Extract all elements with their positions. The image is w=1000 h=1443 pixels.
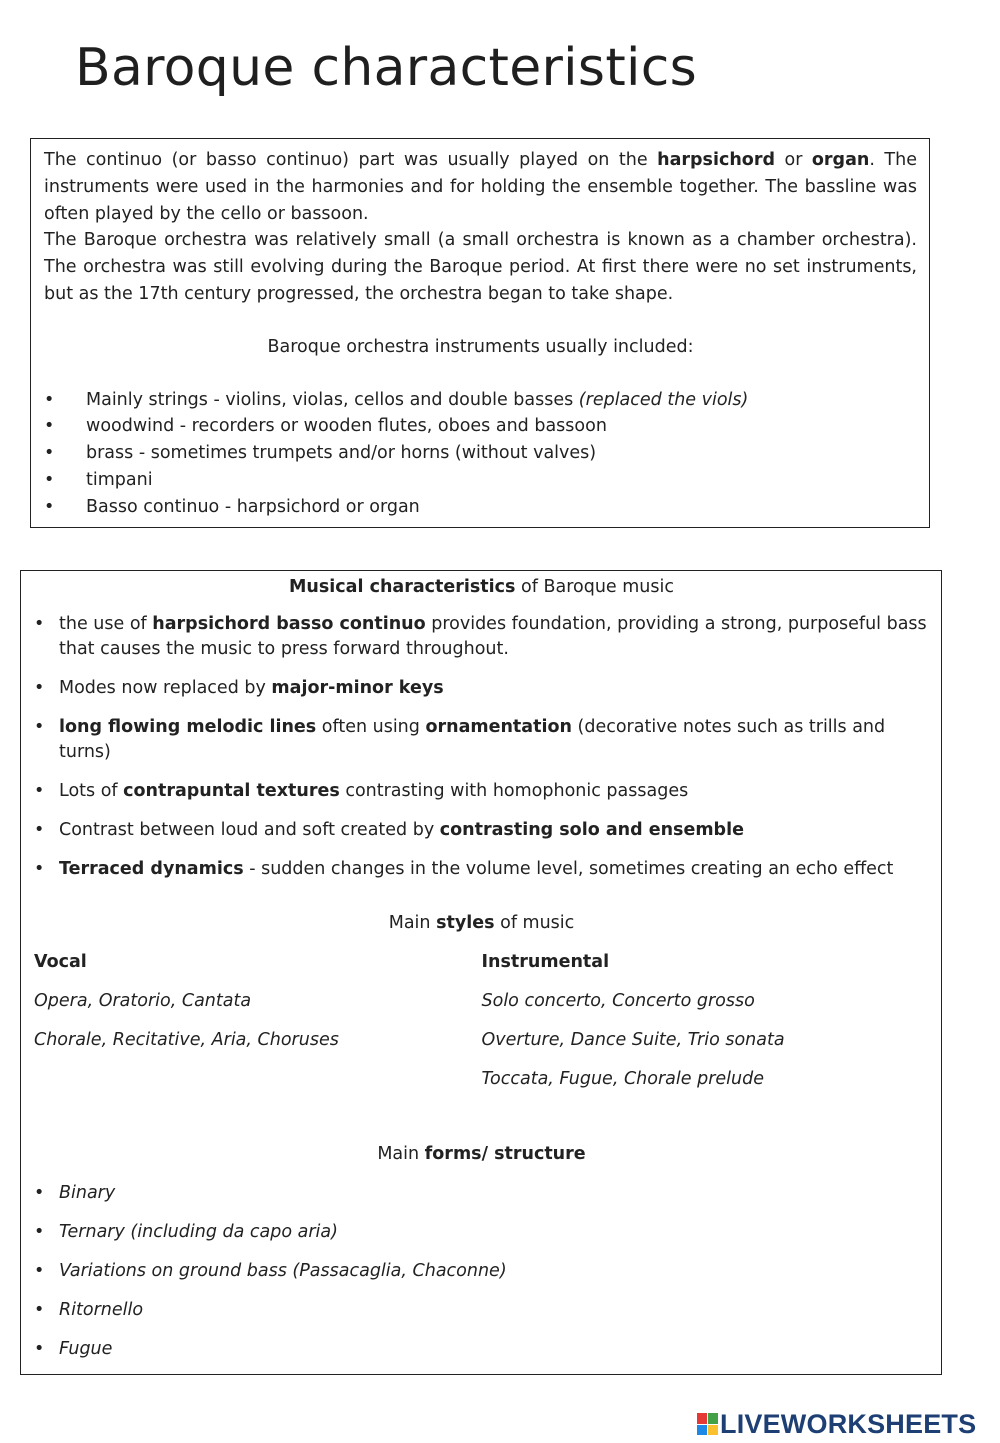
bullet: • xyxy=(34,1183,45,1203)
list-item xyxy=(34,779,929,804)
list-item xyxy=(44,413,917,440)
list-item xyxy=(34,1259,929,1284)
text-run: Main xyxy=(377,1144,425,1164)
bold-term: forms/ structure xyxy=(424,1144,586,1164)
bold-harpsichord: harpsichord xyxy=(657,150,775,170)
list-item xyxy=(34,1298,929,1323)
logo-square xyxy=(708,1413,718,1424)
list-item xyxy=(44,467,917,494)
instrumental-item: Toccata, Fugue, Chorale prelude xyxy=(481,1069,764,1089)
text-run: provides foundation, providing a strong, purposeful bass that causes the music to press forward throughout. xyxy=(59,614,927,659)
characteristics-heading xyxy=(34,575,929,600)
bold-term: contrapuntal textures xyxy=(123,781,340,801)
text-run: . The instruments were used in the harmonies and for holding the ensemble together. The bassline was often played by the cello or bassoon. xyxy=(44,150,917,224)
styles-columns xyxy=(34,950,929,1106)
instruments-heading: Baroque orchestra instruments usually included: xyxy=(267,336,694,357)
list-item xyxy=(34,676,929,701)
list-item-text: woodwind - recorders or wooden flutes, oboes and bassoon xyxy=(86,416,607,437)
list-item-text: Ritornello xyxy=(59,1300,144,1320)
text-run: of music xyxy=(494,913,575,933)
vocal-item: Opera, Oratorio, Cantata xyxy=(34,991,252,1011)
bold-term: ornamentation xyxy=(425,717,572,737)
heading-rest: of Baroque music xyxy=(515,577,674,597)
continuo-orchestra-box xyxy=(30,138,930,528)
list-item-text: Basso continuo - harpsichord or organ xyxy=(86,496,420,517)
text-run: the use of xyxy=(59,614,153,634)
bullet: • xyxy=(34,717,45,737)
styles-heading xyxy=(34,911,929,936)
bullet: • xyxy=(34,678,45,698)
bullet: • xyxy=(34,614,45,634)
bullet: • xyxy=(34,1300,45,1320)
list-item xyxy=(44,387,917,414)
musical-characteristics-box xyxy=(20,570,942,1375)
instruments-list xyxy=(44,387,917,521)
bullet: • xyxy=(34,859,45,879)
bold-term: contrasting solo and ensemble xyxy=(439,820,744,840)
list-item xyxy=(34,818,929,843)
logo-square xyxy=(697,1425,707,1436)
logo-text: LIVEWORKSHEETS xyxy=(720,1408,977,1439)
list-item xyxy=(34,1181,929,1206)
instrumental-label: Instrumental xyxy=(481,952,610,972)
heading-bold: Musical characteristics xyxy=(289,577,516,597)
text-run: Lots of xyxy=(59,781,124,801)
text-run: Main xyxy=(388,913,437,933)
logo-square xyxy=(708,1425,718,1436)
bullet: • xyxy=(44,469,55,490)
continuo-paragraph xyxy=(44,147,917,227)
bullet: • xyxy=(44,389,55,410)
characteristics-list xyxy=(34,612,929,882)
bold-term: Terraced dynamics xyxy=(59,859,244,879)
bullet: • xyxy=(44,416,55,437)
list-item xyxy=(34,1337,929,1362)
list-item xyxy=(34,715,929,765)
vocal-column xyxy=(34,950,482,1106)
vocal-label: Vocal xyxy=(34,952,87,972)
text-run: Modes now replaced by xyxy=(59,678,272,698)
instrumental-item: Solo concerto, Concerto grosso xyxy=(481,991,755,1011)
liveworksheets-logo xyxy=(697,1407,976,1441)
bold-organ: organ xyxy=(811,150,870,170)
bullet: • xyxy=(34,781,45,801)
instrumental-column xyxy=(482,950,930,1106)
bold-term: major-minor keys xyxy=(271,678,444,698)
list-item xyxy=(34,857,929,882)
bold-term: harpsichord basso continuo xyxy=(152,614,426,634)
list-item-text: Binary xyxy=(59,1183,116,1203)
list-item-text: Variations on ground bass (Passacaglia, Chaconne) xyxy=(59,1261,507,1281)
list-item-text: timpani xyxy=(86,469,153,490)
bullet: • xyxy=(34,820,45,840)
bullet: • xyxy=(34,1339,45,1359)
text-run: The continuo (or basso continuo) part was usually played on the xyxy=(44,150,658,170)
list-item xyxy=(34,612,929,662)
bullet: • xyxy=(34,1222,45,1242)
text-run: Contrast between loud and soft created by xyxy=(59,820,440,840)
list-item-text: Mainly strings - violins, violas, cellos and double basses xyxy=(86,389,579,410)
bold-term: styles xyxy=(436,913,495,933)
bullet: • xyxy=(44,496,55,517)
text-run: often using xyxy=(316,717,426,737)
page-title: Baroque characteristics xyxy=(75,38,698,98)
list-item-text: Fugue xyxy=(59,1339,113,1359)
instrumental-item: Overture, Dance Suite, Trio sonata xyxy=(481,1030,785,1050)
text-run: or xyxy=(774,150,812,170)
list-item-note: (replaced the viols) xyxy=(578,389,749,410)
list-item-text: brass - sometimes trumpets and/or horns (without valves) xyxy=(86,443,597,464)
text-run: contrasting with homophonic passages xyxy=(339,781,689,801)
logo-square xyxy=(697,1413,707,1424)
text-run: - sudden changes in the volume level, sometimes creating an echo effect xyxy=(243,859,894,879)
list-item xyxy=(44,440,917,467)
bold-term: long flowing melodic lines xyxy=(59,717,317,737)
list-item xyxy=(44,494,917,521)
list-item-text: Ternary (including da capo aria) xyxy=(59,1222,338,1242)
bullet: • xyxy=(34,1261,45,1281)
forms-list xyxy=(34,1181,929,1362)
vocal-item: Chorale, Recitative, Aria, Choruses xyxy=(34,1030,339,1050)
list-item xyxy=(34,1220,929,1245)
orchestra-paragraph: The Baroque orchestra was relatively small (a small orchestra is known as a chamber orchestra). The orchestra was still evolving during the Baroque period. At first there were no set instruments, but as the 17th century progressed, the orchestra began to take shape. xyxy=(44,230,917,304)
text-run: (decorative notes such as trills and turns) xyxy=(59,717,886,762)
logo-icon xyxy=(697,1413,717,1435)
bullet: • xyxy=(44,443,55,464)
forms-heading xyxy=(34,1142,929,1167)
